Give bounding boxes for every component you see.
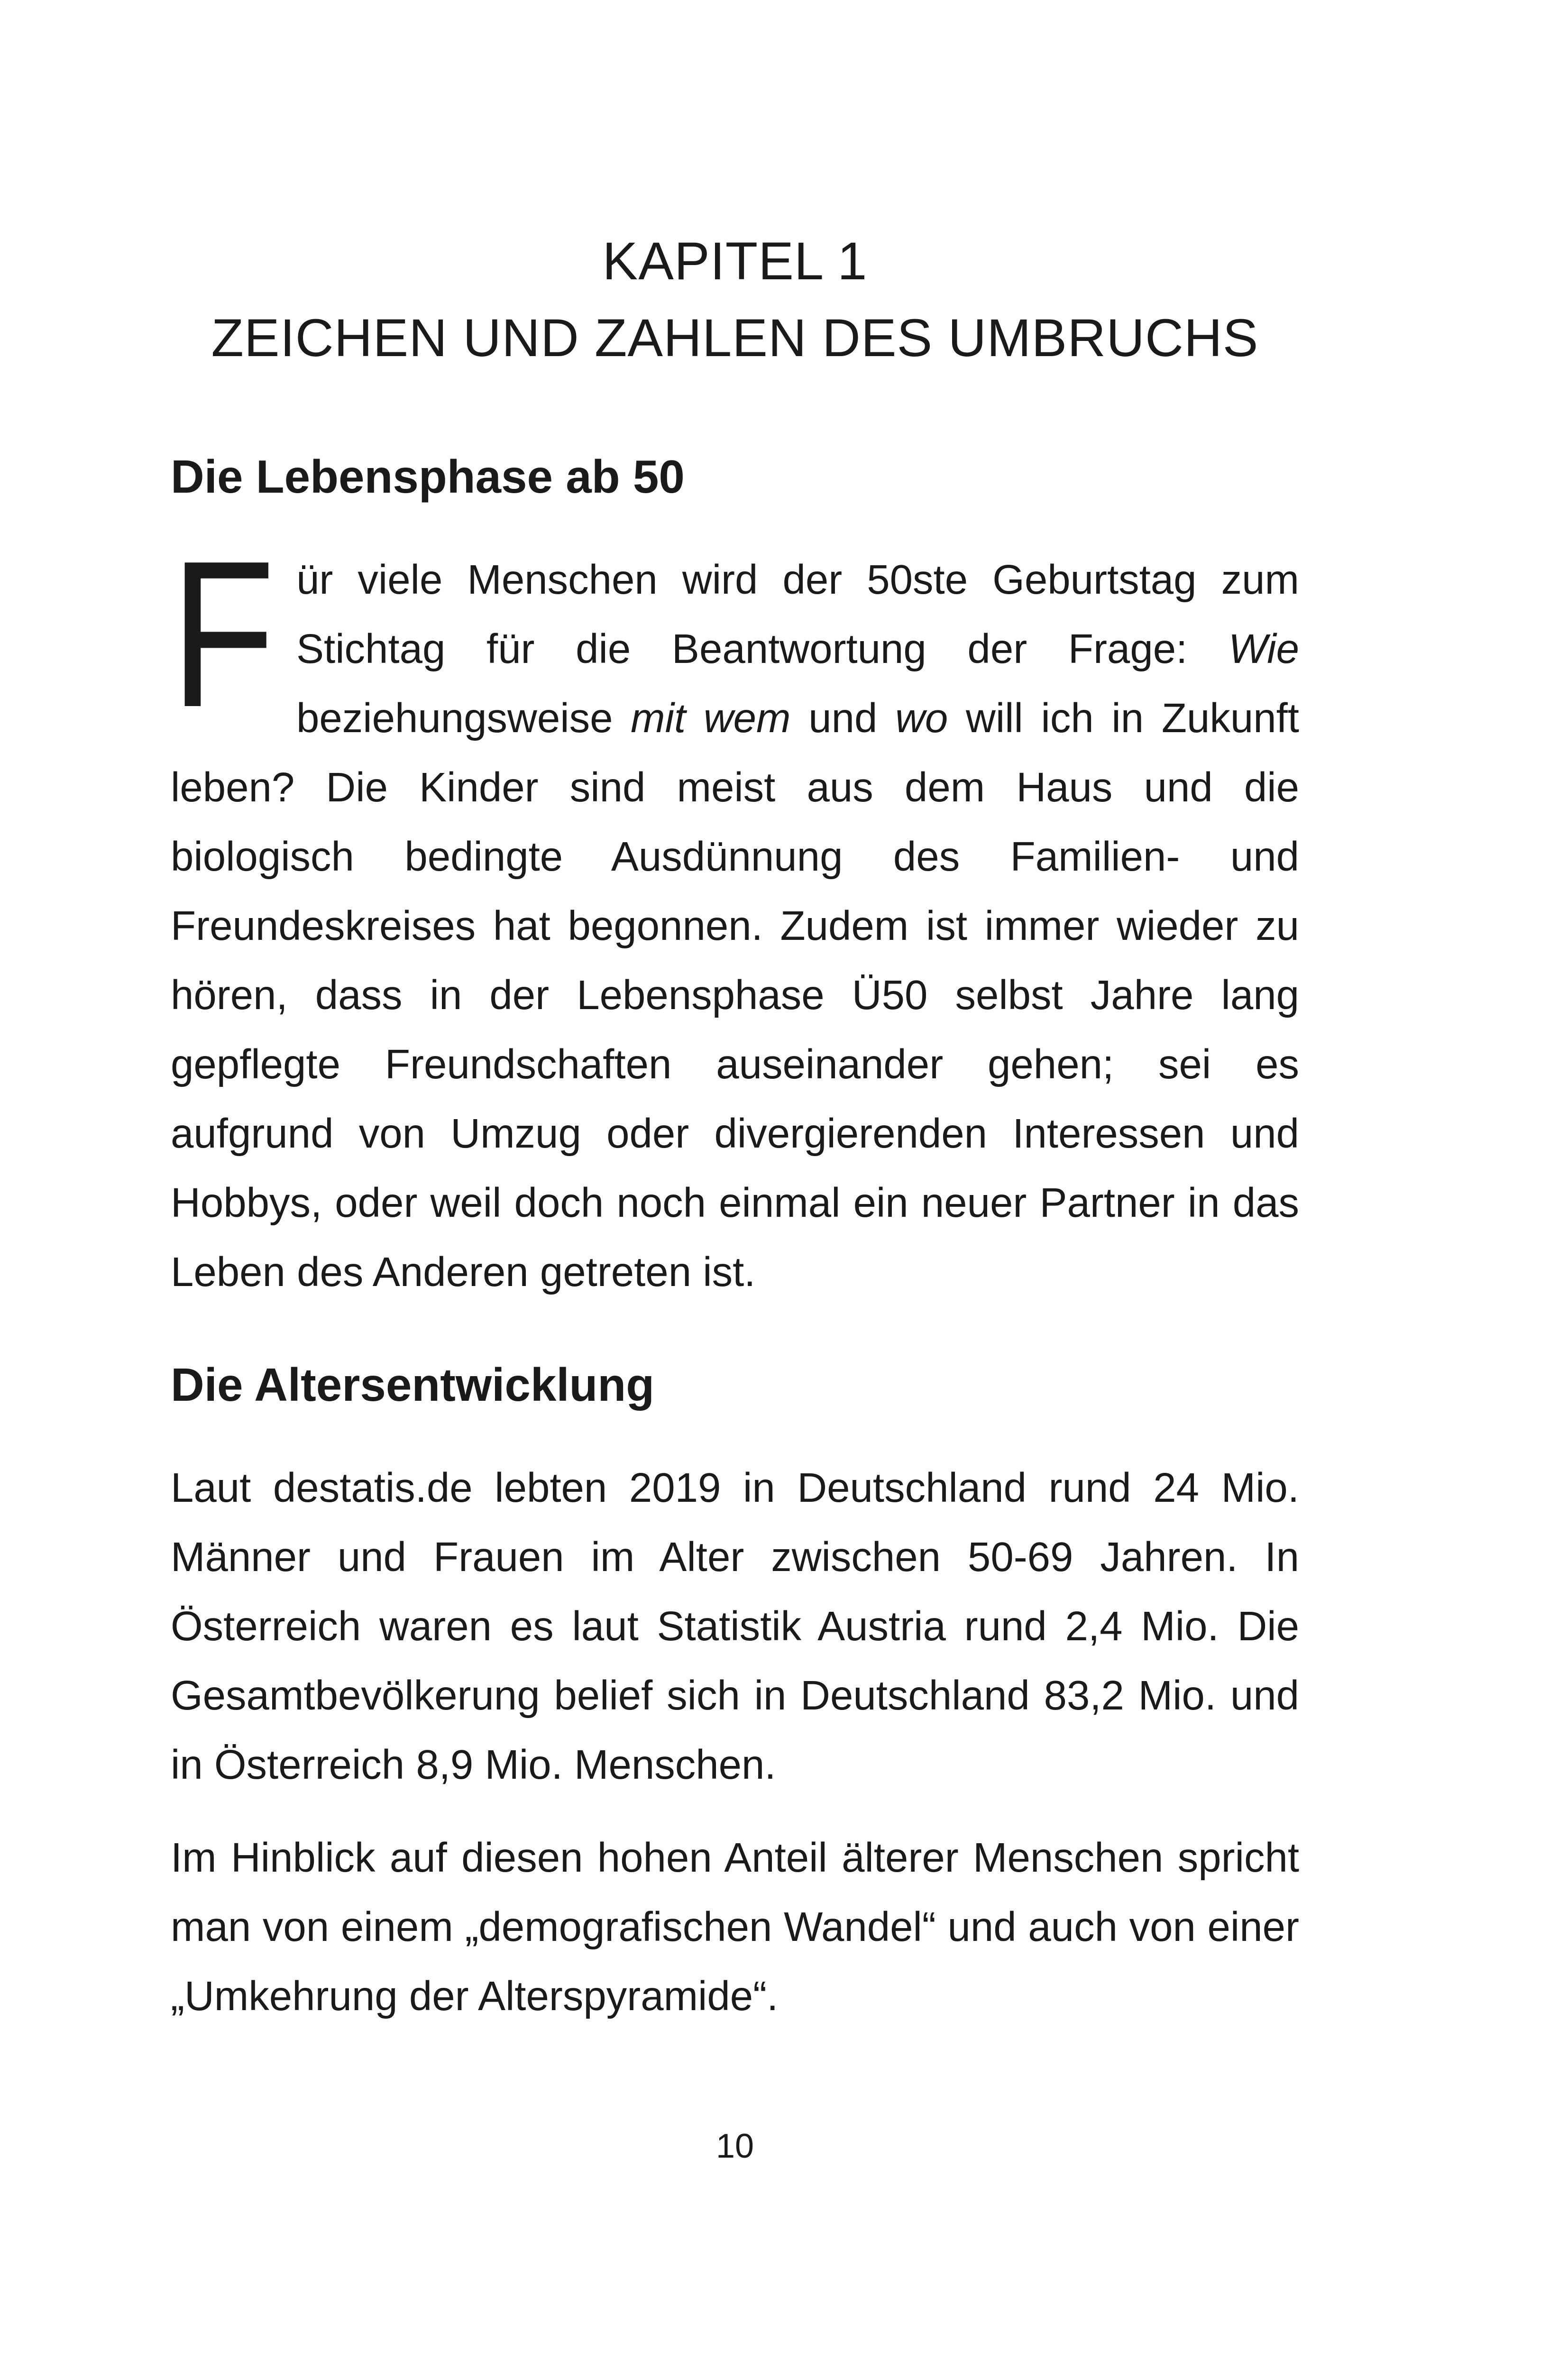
paragraph-text: ür viele Menschen wird der 50ste Geburtstag zum Stichtag für die Beantwortung der Frage: bbox=[296, 557, 1299, 672]
paragraph-lebensphase bbox=[171, 518, 1299, 1307]
italic-word-mit-wem: mit wem bbox=[631, 695, 791, 741]
paragraph-demografischer-wandel: Im Hinblick auf diesen hohen Anteil älterer Menschen spricht man von einem „demografischen Wandel“ und auch von einer „Umkehrung der Alterspyramide“. bbox=[171, 1835, 1299, 2019]
chapter-heading bbox=[171, 223, 1299, 377]
paragraph-text: will ich in Zukunft leben? Die Kinder sind meist aus dem Haus und die biologisch bedingte Ausdünnung des Familien- und Freundeskreises hat begonnen. Zudem ist immer wieder zu hören, dass in der Lebensphase Ü50 selbst Jahre lang gepflegte Freundschaften auseinander gehen; sei es aufgrund von Umzug oder divergierenden Interessen und Hobbys, oder weil doch noch einmal ein neuer Partner in das Leben des Anderen getreten ist. bbox=[171, 695, 1299, 1295]
chapter-title: ZEICHEN UND ZAHLEN DES UMBRUCHS bbox=[211, 308, 1259, 368]
section-heading-altersentwicklung: Die Altersentwicklung bbox=[171, 1359, 655, 1411]
section-heading-lebensphase: Die Lebensphase ab 50 bbox=[171, 450, 685, 503]
paragraph-text: und bbox=[790, 695, 896, 741]
drop-cap-letter: F bbox=[171, 518, 275, 751]
paragraph-text: beziehungsweise bbox=[296, 695, 631, 741]
paragraph-statistik: Laut destatis.de lebten 2019 in Deutschland rund 24 Mio. Männer und Frauen im Alter zwischen 50-69 Jahren. In Österreich waren es laut Statistik Austria rund 2,4 Mio. Die Gesamtbevölkerung belief sich in Deutschland 83,2 Mio. und in Österreich 8,9 Mio. Menschen. bbox=[171, 1465, 1299, 1788]
italic-word-wie: Wie bbox=[1228, 626, 1299, 672]
chapter-number: KAPITEL 1 bbox=[602, 231, 868, 291]
page-number: 10 bbox=[715, 2127, 754, 2165]
italic-word-wo: wo bbox=[895, 695, 948, 741]
